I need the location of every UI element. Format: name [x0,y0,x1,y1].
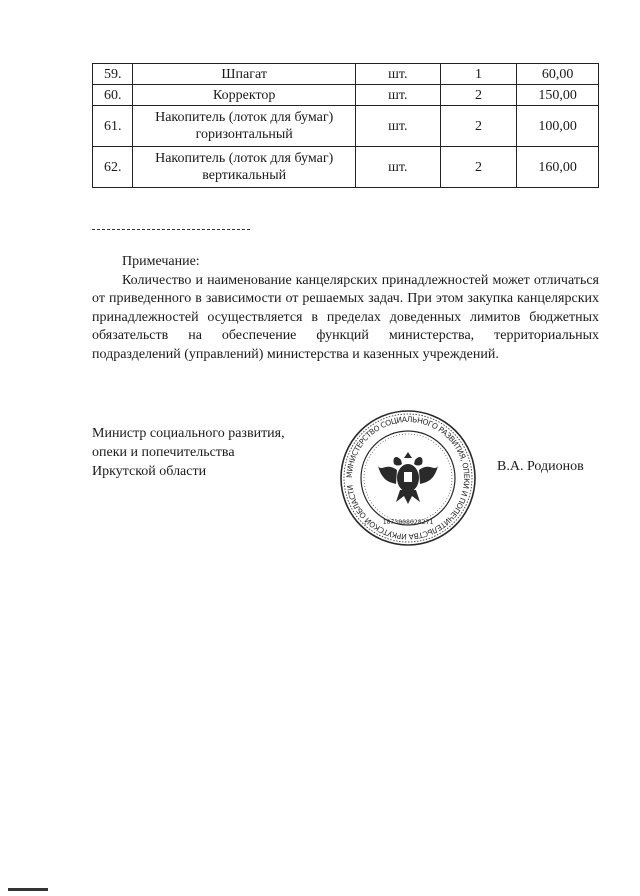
item-price: 100,00 [517,106,599,147]
scan-edge-mark [8,888,48,891]
table-row [93,147,599,188]
item-name-line: горизонтальный [195,127,293,142]
signatory-name: В.А. Родионов [497,459,584,474]
footnote-divider [92,229,250,230]
note-body: Количество и наименование канцелярских принадлежностей может отличаться от приведенного в зависимости от решаемых задач. При этом закупка канцелярских принадлежностей осуществляется в пределах доведенных лимитов бюджетных обязательств на обеспечение функций министерства, территориальных подразделений (управлений) министерства и казенных учреждений. [92,272,599,362]
signatory-title [92,424,332,481]
item-unit: шт. [355,106,440,147]
seal-ring-text: МИНИСТЕРСТВО СОЦИАЛЬНОГО РАЗВИТИЯ, ОПЕКИ И ПОПЕЧИТЕЛЬСТВА ИРКУТСКОЙ ОБЛАСТИ [344,414,472,542]
item-name: Корректор [133,85,355,106]
table-row [93,64,599,85]
seal-registration-code: 1073808028271 [382,518,434,526]
eagle-emblem-icon [378,452,438,504]
official-seal [338,408,478,548]
item-quantity: 2 [440,106,517,147]
item-quantity: 2 [440,147,517,188]
row-number: 59. [93,64,133,85]
item-unit: шт. [355,147,440,188]
item-name [133,106,355,147]
item-price: 160,00 [517,147,599,188]
item-name-line: Накопитель (лоток для бумаг) [155,151,334,166]
row-number: 60. [93,85,133,106]
item-unit: шт. [355,85,440,106]
signatory-title-line: Министр социального развития, [92,426,285,441]
signatory-title-line: Иркутской области [92,464,207,479]
item-unit: шт. [355,64,440,85]
note-block [92,253,599,364]
table-row [93,85,599,106]
item-name: Шпагат [133,64,355,85]
item-name-line: Накопитель (лоток для бумаг) [155,110,334,125]
signatory-title-line: опеки и попечительства [92,445,235,460]
row-number: 62. [93,147,133,188]
item-quantity: 2 [440,85,517,106]
item-name [133,147,355,188]
row-number: 61. [93,106,133,147]
item-price: 150,00 [517,85,599,106]
note-heading: Примечание: [122,254,200,269]
supplies-table [92,63,599,188]
item-quantity: 1 [440,64,517,85]
item-name-line: вертикальный [202,168,287,183]
item-price: 60,00 [517,64,599,85]
table-row [93,106,599,147]
